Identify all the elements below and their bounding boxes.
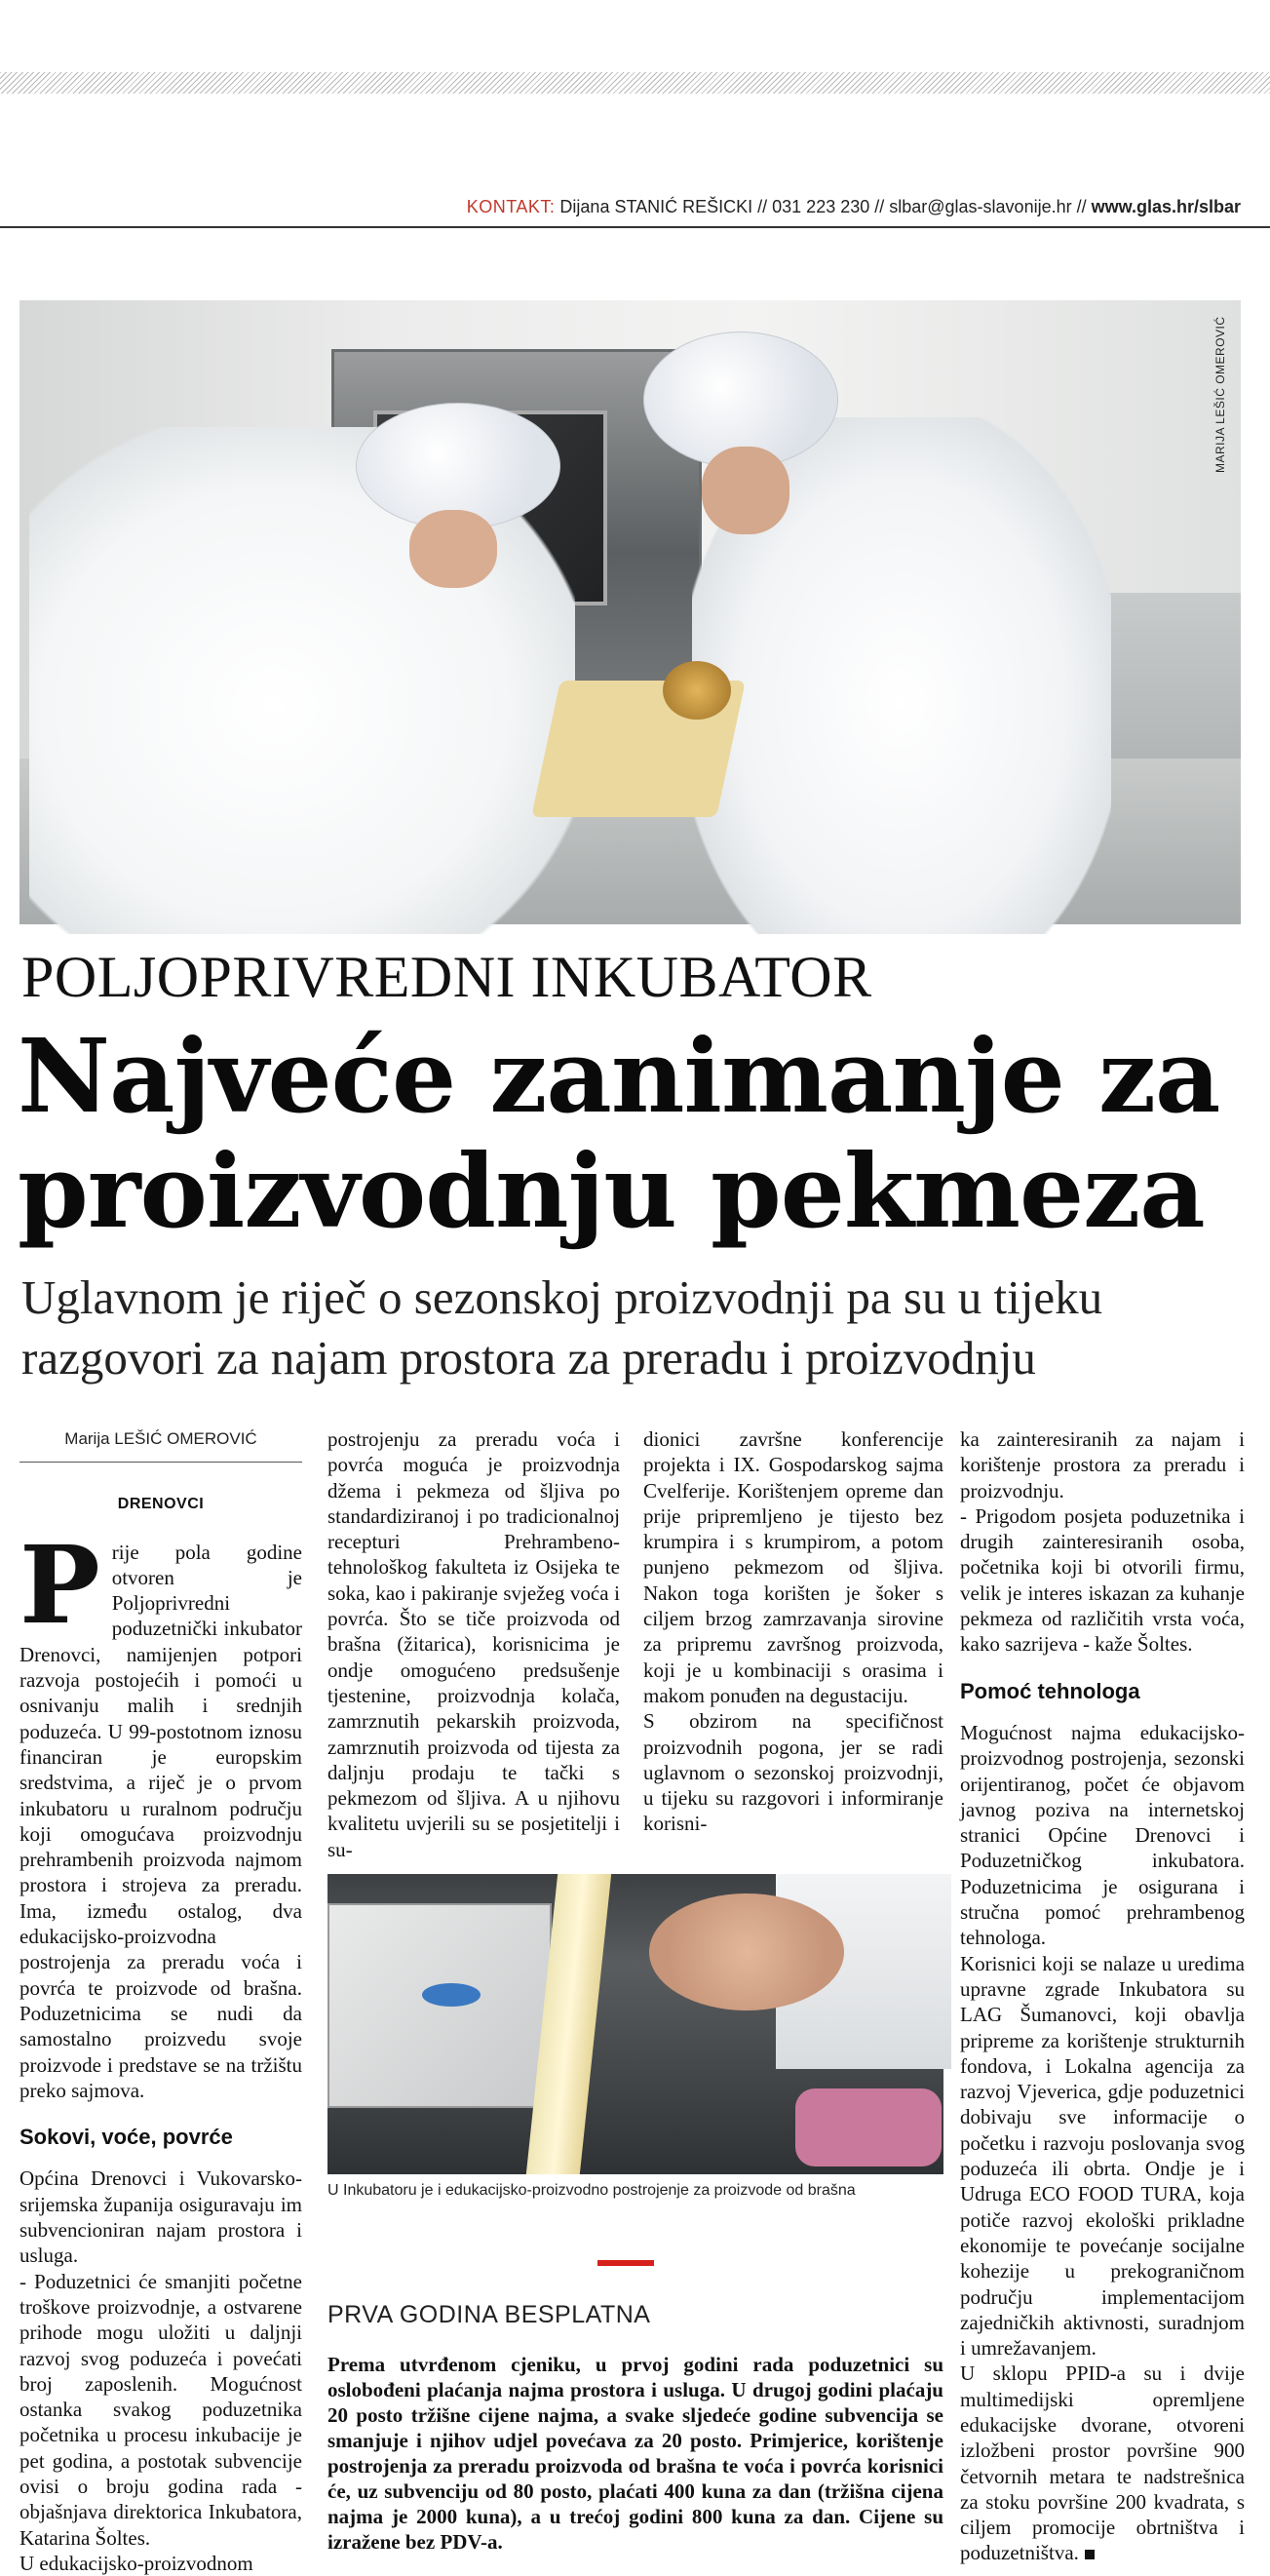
- main-photo: [19, 300, 1241, 921]
- col4-paragraph-5-text: U sklopu PPID-a su i dvije multimedijski opremljene edukacijske dvorane, otvoreni izložbeni prostor površine 900 četvornih metara te nadstrešnica za stoku površine 200 kvadrata, s ciljem promocije obrtništva i poduzetništva.: [960, 2361, 1245, 2565]
- col1-paragraph-1: rije pola godine otvoren je Poljoprivredni poduzetnički inkubator Drenovci, namijenjen potpori razvoja postojećih i pomoći u osnivanju malih i srednjih poduzeća. U 99-postotnom iznosu financiran je europskim sredstvima, a riječ je o prvom inkubatoru u ruralnom području koji omogućava proizvodnju prehrambenih proizvoda najmom prostora i strojeva za preradu. Ima, između ostalog, dva edukacijsko-proizvodna postrojenja za preradu voća i povrća te proizvode od brašna. Poduzetnicima se nudi da samostalno proizvedu svoje proizvode i predstave se na tržištu preko sajmova.: [19, 1540, 302, 2102]
- column-3: [643, 1426, 943, 1837]
- deck-subtitle: Uglavnom je riječ o sezonskoj proizvodnji pa su u tijeku razgovori za najam prostora za preradu i proizvodnju: [21, 1270, 1103, 1385]
- col3-paragraph-1: dionici završne konferencije projekta i IX. Gospodarskog sajma Cvelferije. Korištenjem opreme dan prije pripremljeno je tijesto bez krumpira i s krumpirom, a potom punjeno pekmezom od šljiva. Nakon toga korišten je šoker s ciljem brzog zamrzavanja sirovine za pripremu završnog proizvoda, koji je u kombinaciji s orasima i makom ponuđen na degustaciju.: [643, 1427, 943, 1707]
- header-rule: [0, 226, 1270, 228]
- col4-paragraph-4: Korisnici koji se nalaze u uredima upravne zgrade Inkubatora su LAG Šumanovci, koji obavlja pripreme za korištenje strukturnih fondova, i Lokalna agencija za razvoj Vjeverica, gdje poduzetnici dobivaju sve informacije o početku i razvoju poslovanja svog poduzeća ili obrta. Ondje je i Udruga ECO FOOD TURA, koja potiče razvoj ekološki prikladne ekonomije te povećanje socijalne kohezije u prekograničnom području implementacijom zajedničkih aktivnosti, suradnjom i umrežavanjem.: [960, 1951, 1245, 2361]
- photo-credit: MARIJA LEŠIĆ OMEROVIĆ: [1213, 316, 1227, 473]
- col4-paragraph-3: Mogućnost najma edukacijsko-proizvodnog postrojenja, sezonski orijentiranog, počet će objavom javnog poziva na internetskoj stranici Općine Drenovci i Poduzetničkog inkubatora. Poduzetnicima je osigurana i stručna pomoć prehrambenog tehnologa.: [960, 1720, 1245, 1950]
- column-1: [19, 1426, 302, 2576]
- dateline: DRENOVCI: [117, 1496, 205, 1513]
- contact-name: Dijana STANIĆ REŠICKI: [559, 197, 753, 216]
- secondary-photo: [327, 1874, 943, 2174]
- dropcap: P: [19, 1521, 100, 1648]
- photo-caption: U Inkubatoru je i edukacijsko-proizvodno postrojenje za proizvode od brašna: [327, 2182, 856, 2199]
- byline: Marija LEŠIĆ OMEROVIĆ: [19, 1426, 302, 1463]
- col1-paragraph-3: - Poduzetnici će smanjiti početne troškove proizvodnje, a ostvarene prihode mogu uložiti u daljnji razvoj svog poduzeća i povećati broj zaposlenih. Mogućnost ostanka svakog poduzetnika početnika u procesu inkubacije je pet godina, a postotak subvencije ovisi o broju godina rada - objašnjava direktorica Inkubatora, Katarina Šoltes.: [19, 2269, 302, 2550]
- contact-details: // 031 223 230 // slbar@glas-slavonije.hr //: [752, 197, 1092, 216]
- box-text: Prema utvrđenom cjeniku, u prvoj godini rada poduzetnici su oslobođeni plaćanja najma prostora i usluga. U drugoj godini plaćaju 20 posto tržišne cijene najma, a svake sljedeće godine subvencija se smanjuje i njihov udjel povećava za 20 posto. Primjerice, korištenje postrojenja za preradu proizvoda od brašna te voća i povrća korisnici će, uz subvenciju od 80 posto, plaćati 400 kuna za dan (tržišna cijena najma je 2000 kuna), a u trećoj godini 800 kuna za dan. Cijene su izražene bez PDV-a.: [327, 2353, 943, 2554]
- box-accent-dash: [597, 2260, 654, 2266]
- col2-paragraph-1: postrojenju za preradu voća i povrća moguća je proizvodnja džema i pekmeza od šljiva po standardiziranoj i po tradicionalnoj recepturi Prehrambeno-tehnološkog fakulteta iz Osijeka te soka, kao i pakiranje svježeg voća i povrća. Što se tiče proizvoda od brašna (žitarica), korisnicima je ondje omogućeno predsušenje tjestenine, proizvodnja kolača, zamrznutih pekarskih proizvoda, zamrznutih proizvoda od tijesta za daljnju prodaju te tački s pekmezom od šljiva. A u njihovu kvalitetu uvjerili su se posjetitelji i su-: [327, 1427, 620, 1861]
- col1-paragraph-4: U edukacijsko-proizvodnom: [19, 2551, 253, 2575]
- column-2: [327, 1426, 620, 1862]
- col1-paragraph-2: Općina Drenovci i Vukovarsko-srijemska županija osiguravaju im subvencioniran najam prostora i usluga.: [19, 2166, 302, 2268]
- column-4: [960, 1426, 1245, 2566]
- kicker: POLJOPRIVREDNI INKUBATOR: [21, 945, 872, 1009]
- headline: Najveće zanimanje za proizvodnju pekmeza: [18, 1016, 1220, 1251]
- subhead-sokovi: Sokovi, voće, povrće: [19, 2125, 233, 2150]
- col4-paragraph-2: - Prigodom posjeta poduzetnika i drugih zainteresiranih osoba, početnika koji bi otvorili firmu, velik je interes iskazan za kuhanje pekmeza od različitih vrsta voća, kako sazrijeva - kaže Šoltes.: [960, 1503, 1245, 1657]
- subhead-pomoc: Pomoć tehnologa: [960, 1678, 1140, 1703]
- box-title: PRVA GODINA BESPLATNA: [327, 2301, 651, 2328]
- contact-line: [467, 197, 1241, 217]
- header-hatch-band: [0, 72, 1270, 94]
- contact-website: www.glas.hr/slbar: [1091, 197, 1241, 216]
- col4-paragraph-5: [960, 2361, 1245, 2565]
- col4-paragraph-1: ka zainteresiranih za najam i korištenje prostora za preradu i proizvodnju.: [960, 1427, 1245, 1503]
- contact-label: KONTAKT:: [466, 197, 556, 216]
- end-of-story-mark: [1085, 2550, 1095, 2559]
- hand: [649, 1893, 844, 2010]
- machine-plate: [327, 1903, 552, 2108]
- col3-paragraph-2: S obzirom na specifičnost proizvodnih pogona, jer se radi uglavnom o sezonskoj proizvodnji, u tijeku su razgovori i informiranje korisni-: [643, 1709, 943, 1836]
